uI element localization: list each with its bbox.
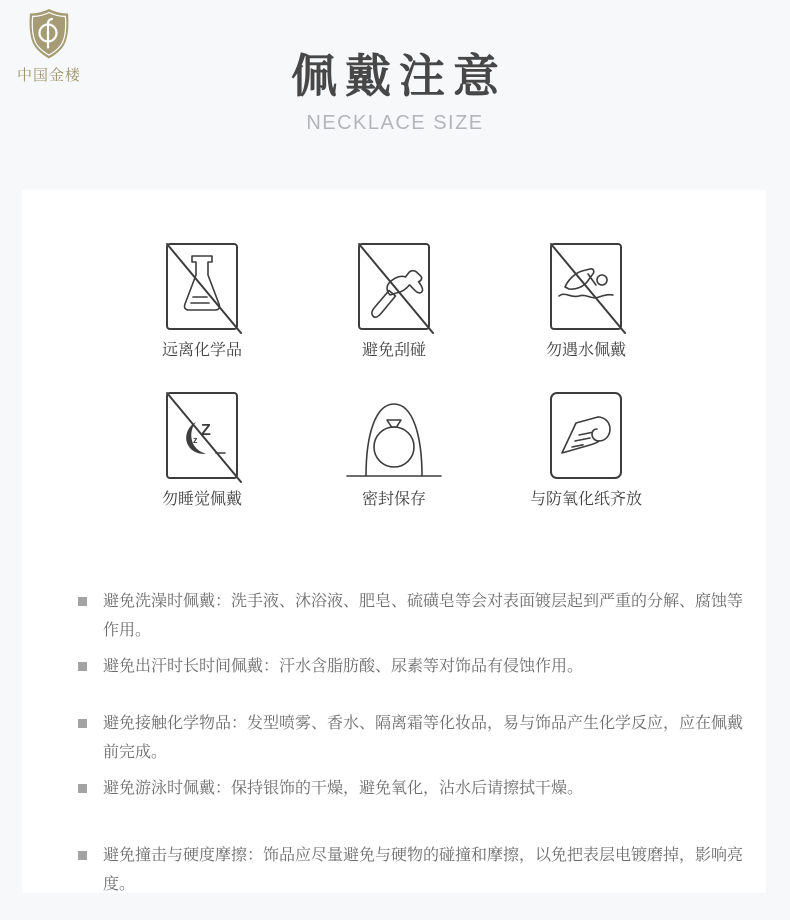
no-chemicals-icon bbox=[166, 243, 238, 330]
bullet-square-icon bbox=[78, 851, 87, 860]
brand-name: 中国金楼 bbox=[16, 67, 81, 84]
care-note-text: 避免出汗时长时间佩戴：汗水含脂肪酸、尿素等对饰品有侵蚀作用。 bbox=[103, 658, 584, 675]
no-scratch-icon bbox=[358, 243, 430, 330]
care-icon-label: 密封保存 bbox=[361, 491, 426, 508]
care-item-no-scratch bbox=[298, 243, 490, 362]
care-item-no-sleep bbox=[106, 392, 298, 511]
care-icon-label: 勿遇水佩戴 bbox=[545, 342, 626, 359]
care-item-anti-oxidation-paper bbox=[490, 392, 682, 511]
care-note bbox=[78, 841, 746, 899]
page-header bbox=[0, 0, 790, 135]
no-sleep-moon-icon bbox=[166, 392, 238, 479]
bullet-square-icon bbox=[78, 597, 87, 606]
bullet-square-icon bbox=[78, 784, 87, 793]
care-note-text: 避免洗澡时佩戴：洗手液、沐浴液、肥皂、硫磺皂等会对表面镀层起到严重的分解、腐蚀等作用。 bbox=[103, 593, 744, 639]
care-note-text: 避免撞击与硬度摩擦：饰品应尽量避免与硬物的碰撞和摩擦，以免把表层电镀磨掉，影响亮度。 bbox=[103, 847, 744, 893]
no-water-swimmer-icon bbox=[550, 243, 622, 330]
care-item-no-water bbox=[490, 243, 682, 362]
care-note-text: 避免接触化学物品：发型喷雾、香水、隔离霜等化妆品，易与饰品产生化学反应，应在佩戴前完成。 bbox=[103, 715, 744, 761]
care-icon-grid bbox=[22, 190, 766, 511]
sealed-storage-ring-icon bbox=[344, 392, 444, 479]
care-note bbox=[78, 587, 746, 645]
bullet-square-icon bbox=[78, 662, 87, 671]
shield-monogram-icon bbox=[25, 8, 73, 60]
anti-oxidation-paper-scroll-icon bbox=[550, 392, 622, 479]
care-icon-label: 与防氧化纸齐放 bbox=[529, 491, 642, 508]
care-item-sealed-storage bbox=[298, 392, 490, 511]
page-subtitle: NECKLACE SIZE bbox=[306, 111, 484, 134]
care-notes-list bbox=[78, 587, 746, 899]
care-icon-label: 远离化学品 bbox=[161, 342, 242, 359]
care-note bbox=[78, 652, 746, 681]
care-item-no-chemicals bbox=[106, 243, 298, 362]
svg-text:Z: Z bbox=[201, 422, 211, 439]
bullet-square-icon bbox=[78, 719, 87, 728]
care-note bbox=[78, 774, 746, 803]
care-instructions-card bbox=[22, 190, 766, 893]
care-note bbox=[78, 709, 746, 767]
brand-logo bbox=[6, 8, 92, 85]
page-title: 佩戴注意 bbox=[291, 50, 507, 102]
care-icon-label: 避免刮碰 bbox=[361, 342, 426, 359]
care-note-text: 避免游泳时佩戴：保持银饰的干燥，避免氧化，沾水后请擦拭干燥。 bbox=[103, 780, 584, 797]
svg-text:z: z bbox=[193, 435, 198, 445]
care-icon-label: 勿睡觉佩戴 bbox=[161, 491, 242, 508]
